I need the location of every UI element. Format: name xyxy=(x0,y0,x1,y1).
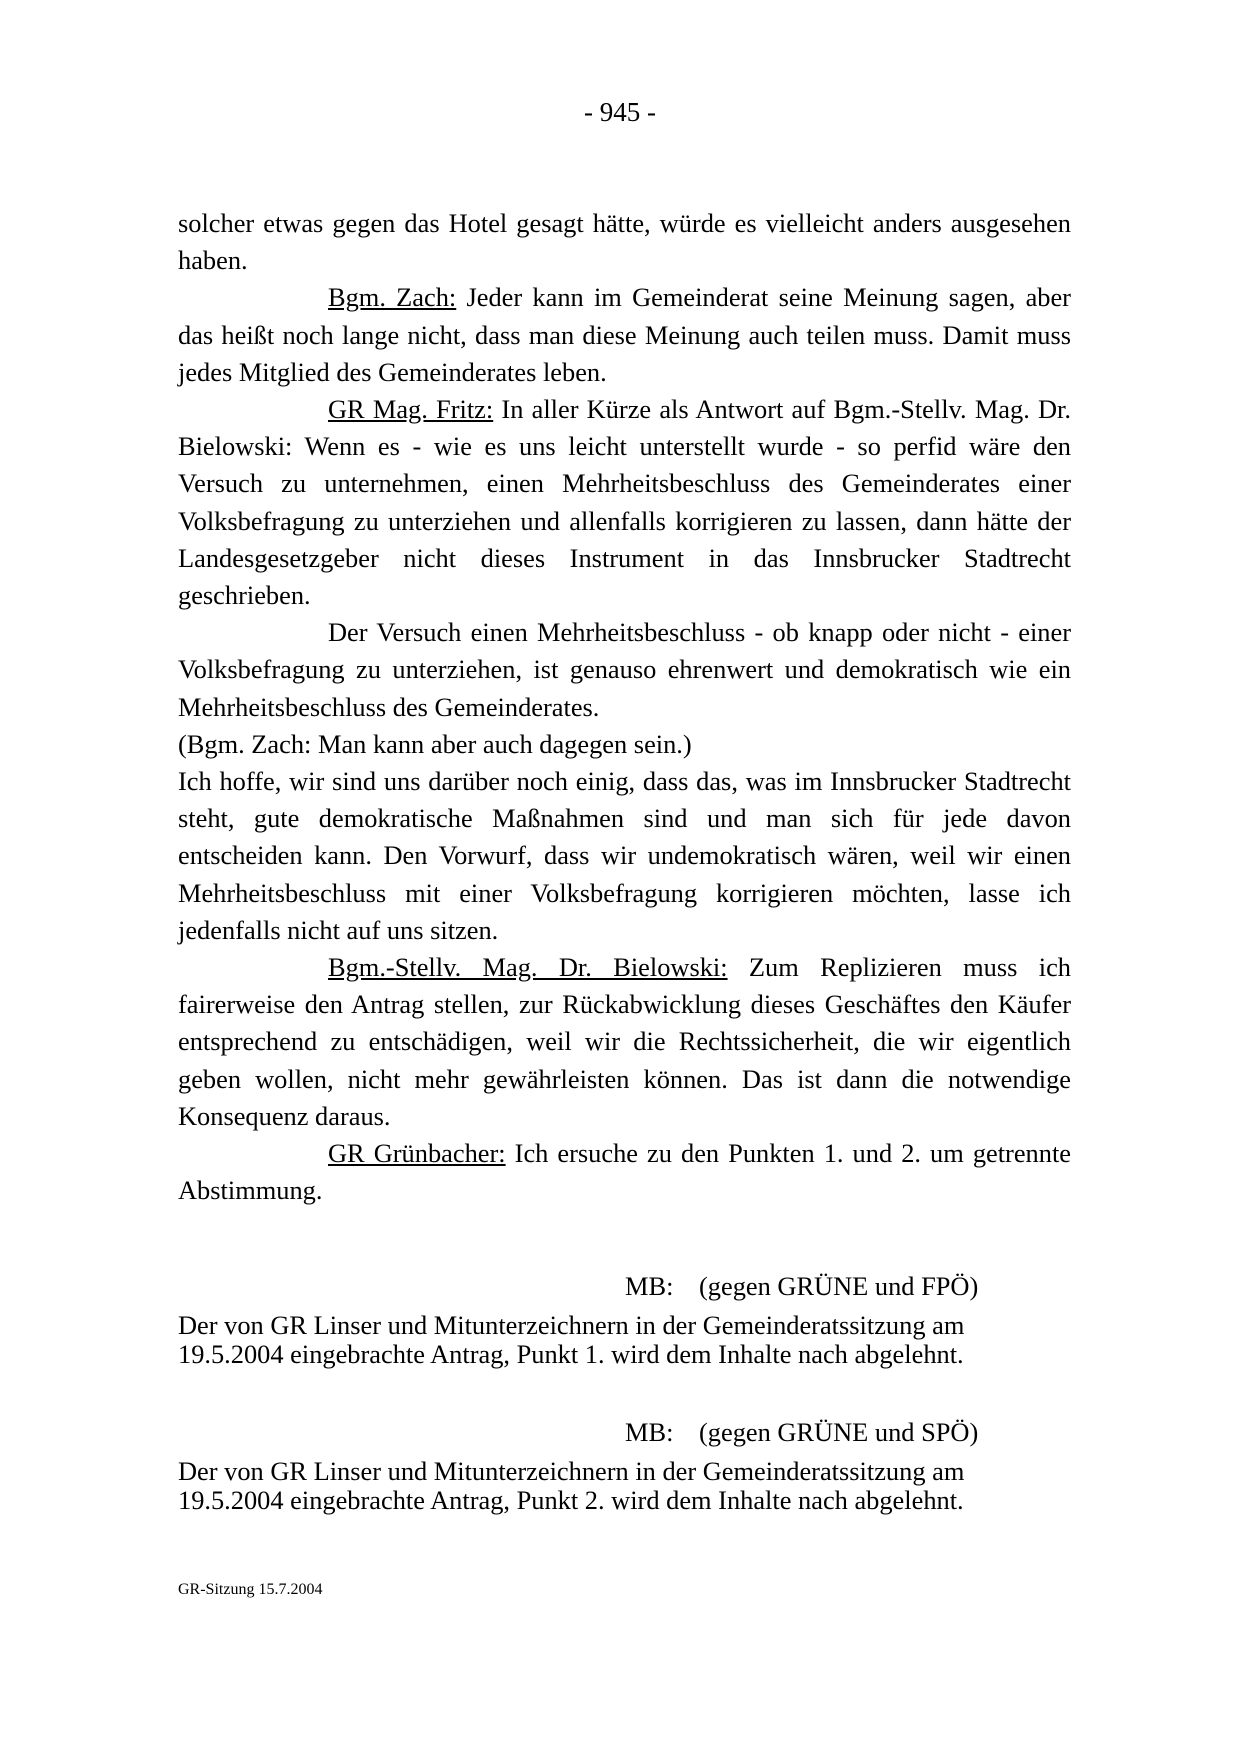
paragraph-text: solcher etwas gegen das Hotel gesagt hätte, würde es vielleicht anders ausgesehen haben. xyxy=(178,208,1071,276)
speaker-name: Bgm. Zach: xyxy=(328,282,457,313)
speaker-name: GR Mag. Fritz: xyxy=(328,394,494,425)
paragraph-speech-bgm-zach xyxy=(178,279,1071,391)
minutes-body xyxy=(178,205,1071,1209)
resolution-text: Der von GR Linser und Mitunterzeichnern in der Gemeinderatssitzung am 19.5.2004 eingebrachte Antrag, Punkt 1. wird dem Inhalte nach abgelehnt. xyxy=(178,1310,965,1369)
paragraph-speech-gr-fritz xyxy=(178,391,1071,614)
speaker-name: Bgm.-Stellv. Mag. Dr. Bielowski: xyxy=(328,952,728,983)
paragraph-speech-gruenbacher xyxy=(178,1135,1071,1209)
resolution-2 xyxy=(178,1414,1071,1515)
resolution-vote-line xyxy=(625,1414,1071,1451)
paragraph-text: (Bgm. Zach: Man kann aber auch dagegen sein.) xyxy=(178,728,692,759)
resolution-1 xyxy=(178,1268,1071,1369)
paragraph-text: Jeder kann im Gemeinderat seine Meinung sagen, aber das heißt noch lange nicht, dass man diese Meinung auch teilen muss. Damit muss jedes Mitglied des Gemeinderates leben. xyxy=(178,282,1071,387)
paragraph-speech-continued xyxy=(178,614,1071,726)
resolution-votes: (gegen GRÜNE und FPÖ) xyxy=(699,1271,979,1301)
resolution-votes: (gegen GRÜNE und SPÖ) xyxy=(699,1417,979,1447)
paragraph-text: Ich ersuche zu den Punkten 1. und 2. um getrennte Abstimmung. xyxy=(178,1138,1071,1206)
paragraph-speech-bielowski xyxy=(178,949,1071,1135)
footer-session-date: GR-Sitzung 15.7.2004 xyxy=(178,1581,323,1598)
resolution-vote-line xyxy=(625,1268,1071,1305)
speaker-name: GR Grünbacher: xyxy=(328,1138,506,1169)
resolution-text: Der von GR Linser und Mitunterzeichnern in der Gemeinderatssitzung am 19.5.2004 eingebrachte Antrag, Punkt 2. wird dem Inhalte nach abgelehnt. xyxy=(178,1456,965,1515)
paragraph-text: Zum Replizieren muss ich fairerweise den Antrag stellen, zur Rückabwicklung dieses Geschäftes den Käufer entsprechend zu entschädigen, weil wir die Rechtssicherheit, die wir eigentlich geben wollen, nicht mehr gewährleisten können. Das ist dann die notwendige Konsequenz daraus. xyxy=(178,952,1071,1131)
resolution-label: MB: xyxy=(625,1271,674,1301)
paragraph-continuation xyxy=(178,205,1071,279)
paragraph-text: In aller Kürze als Antwort auf Bgm.-Stellv. Mag. Dr. Bielowski: Wenn es - wie es uns leicht unterstellt wurde - so perfid wäre den Versuch zu unternehmen, einen Mehrheitsbeschluss des Gemeinderates einer Volksbefragung zu unterziehen und allenfalls korrigieren zu lassen, dann hätte der Landesgesetzgeber nicht dieses Instrument in das Innsbrucker Stadtrecht geschrieben. xyxy=(178,394,1071,611)
paragraph-speech-continued xyxy=(178,763,1071,949)
paragraph-text: Ich hoffe, wir sind uns darüber noch einig, dass das, was im Innsbrucker Stadtrecht steht, gute demokratische Maßnahmen sind und man sich für jede davon entscheiden kann. Den Vorwurf, dass wir undemokratisch wären, weil wir einen Mehrheitsbeschluss mit einer Volksbefragung korrigieren möchten, lasse ich jedenfalls nicht auf uns sitzen. xyxy=(178,766,1071,945)
paragraph-text: Der Versuch einen Mehrheitsbeschluss - ob knapp oder nicht - einer Volksbefragung zu unterziehen, ist genauso ehrenwert und demokratisch wie ein Mehrheitsbeschluss des Gemeinderates. xyxy=(178,617,1071,722)
resolution-label: MB: xyxy=(625,1417,674,1447)
page-number: - 945 - xyxy=(584,97,656,127)
paragraph-interjection xyxy=(178,726,1071,763)
